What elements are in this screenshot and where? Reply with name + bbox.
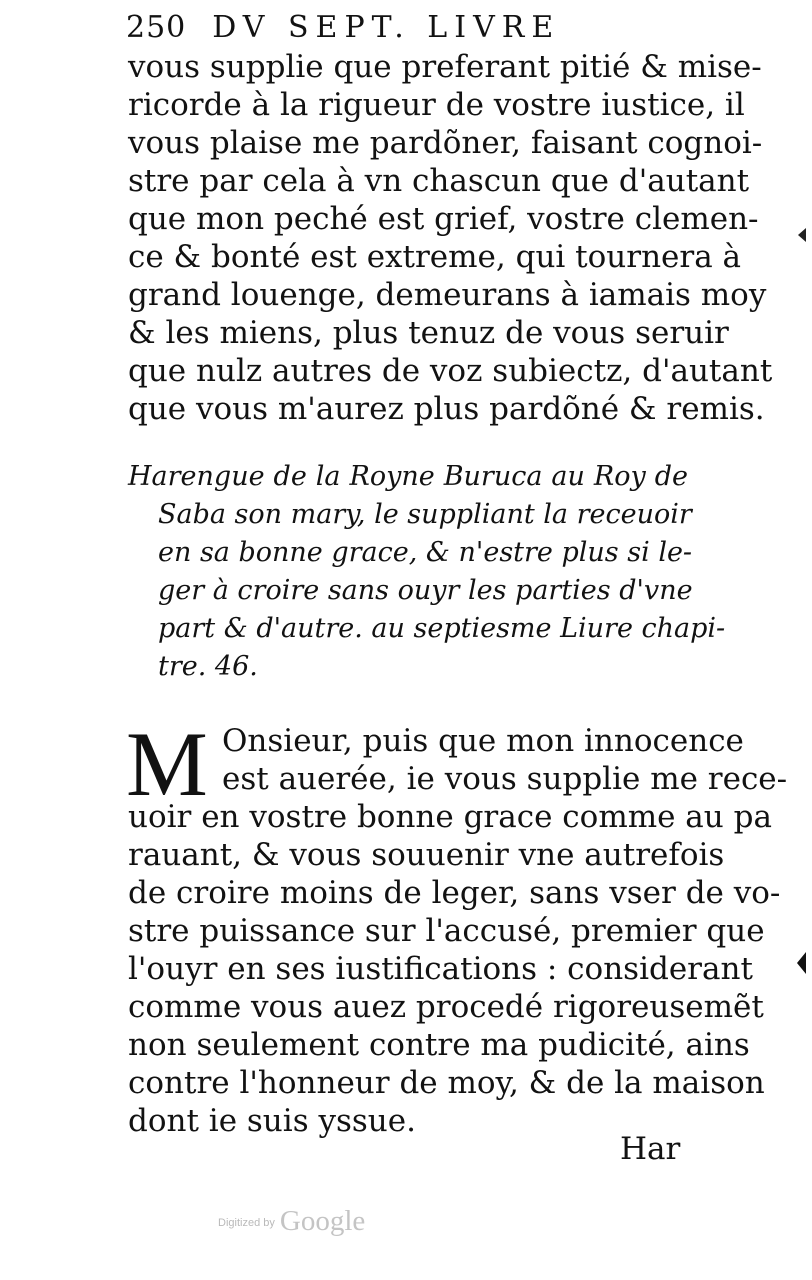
running-head [126,10,686,50]
text-line: l'ouyr en ses iustifications : considerant [128,951,753,987]
heading-line: tre. 46. [158,651,258,682]
digitized-watermark [218,1206,365,1238]
text-line: comme vous auez procedé rigoreusemẽt [128,989,764,1025]
heading-line: Saba son mary, le suppliant la receuoir [158,499,692,530]
heading-line: part & d'autre. au septiesme Liure chapi- [158,613,726,644]
watermark-prefix: Digitized by [218,1217,275,1229]
drop-cap: M [126,713,208,815]
section-heading [128,458,726,686]
text-line: que vous m'aurez plus pardõné & remis. [128,391,765,427]
running-title: DV SEPT. LIVRE [212,10,561,45]
heading-line: Harengue de la Royne Buruca au Roy de [128,461,688,492]
catchword: Har [620,1131,681,1167]
google-logo: Google [279,1205,366,1237]
text-line: stre par cela à vn chascun que d'autant [128,163,750,199]
text-line: grand louenge, demeurans à iamais moy [128,277,767,313]
text-line: vous plaise me pardõner, faisant cognoi- [128,125,763,161]
text-line: que nulz autres de voz subiectz, d'autant [128,353,773,389]
text-line: que mon peché est grief, vostre clemen- [128,201,759,237]
text-line: rauant, & vous souuenir vne autrefois [128,837,725,873]
text-line: de croire moins de leger, sans vser de vo- [128,875,781,911]
text-line: vous supplie que preferant pitié & mise- [128,49,762,85]
margin-mark [798,228,806,242]
page-number: 250 [126,10,187,45]
paragraph-1 [128,48,773,428]
text-line: ce & bonté est extreme, qui tournera à [128,239,742,275]
heading-line: en sa bonne grace, & n'estre plus si le- [158,537,693,568]
text-line: est auerée, ie vous supplie me rece- [222,761,788,797]
text-line: & les miens, plus tenuz de vous seruir [128,315,729,351]
text-line: stre puissance sur l'accusé, premier que [128,913,765,949]
margin-mark [797,952,806,974]
text-line: dont ie suis yssue. [128,1103,416,1139]
text-line: non seulement contre ma pudicité, ains [128,1027,750,1063]
text-line: contre l'honneur de moy, & de la maison [128,1065,765,1101]
heading-line: ger à croire sans ouyr les parties d'vne [158,575,693,606]
text-line: ricorde à la rigueur de vostre iustice, il [128,87,745,123]
text-line: uoir en vostre bonne grace comme au pa [128,799,772,835]
paragraph-2 [126,713,788,1140]
text-line: Onsieur, puis que mon innocence [222,723,744,759]
